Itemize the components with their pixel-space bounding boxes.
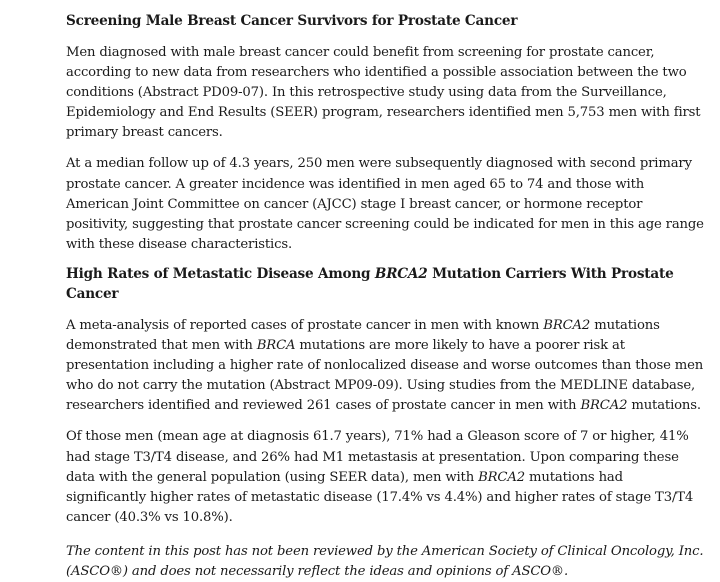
- paragraph-text: mutations are more likely to have a poorer risk at presentation including a higher rate of nonlocalized disease and worse outcomes than those men who do not carry the mutation (Abstract MP09-09). Using studies from the MEDLINE database, researchers identified and reviewed 261 cases of prostate cancer in men with: [66, 338, 704, 414]
- gene-name: BRCA2: [543, 317, 591, 333]
- section-heading-screening: Screening Male Breast Cancer Survivors for Prostate Cancer: [66, 13, 518, 29]
- paragraph-text: Of those men (mean age at diagnosis 61.7 years), 71% had a Gleason score of 7 or higher, 41% had stage T3/T4 disease, and 26% had M1 metastasis at presentation. Upon comparing these data with the general population (using SEER data), men with: [66, 429, 689, 485]
- paragraph-brca2-results: [66, 427, 706, 527]
- paragraph-brca2-meta-analysis: [66, 316, 706, 416]
- paragraph-text: A meta-analysis of reported cases of prostate cancer in men with known: [66, 317, 544, 333]
- heading-text: Mutation Carriers With Prostate Cancer: [66, 265, 674, 302]
- gene-name: BRCA2: [478, 469, 525, 485]
- gene-name: BRCA2: [580, 398, 628, 414]
- paragraph-text: mutations.: [627, 398, 701, 414]
- gene-name: BRCA: [256, 338, 296, 354]
- paragraph-text: mutations demonstrated that men with: [66, 317, 660, 354]
- heading-text: High Rates of Metastatic Disease Among: [66, 265, 375, 282]
- paragraph-screening-intro: Men diagnosed with male breast cancer could benefit from screening for prostate cancer, according to new data from researchers who identified a possible association between the two conditions (Abstract PD09-07). In this retrospective study using data from the Surveillance, Epidemiology and End Results (SEER) program, researchers identified men 5,753 men with first primary breast cancers.: [66, 45, 701, 141]
- paragraph-screening-results: At a median follow up of 4.3 years, 250 men were subsequently diagnosed with second primary prostate cancer. A greater incidence was identified in men aged 65 to 74 and those with American Joint Committee on cancer (AJCC) stage I breast cancer, or hormone receptor positivity, suggesting that prostate cancer screening could be indicated for men in this age range with these disease characteristics.: [66, 156, 704, 252]
- paragraph-text: mutations had significantly higher rates of metastatic disease (17.4% vs 4.4%) and higher rates of stage T3/T4 cancer (40.3% vs 10.8%).: [66, 469, 694, 525]
- disclaimer-text: The content in this post has not been reviewed by the American Society of Clinical Oncology, Inc. (ASCO®) and does not necessarily reflect the ideas and opinions of ASCO®.: [66, 543, 704, 579]
- gene-name: BRCA2: [374, 265, 428, 282]
- section-heading-brca2: [66, 264, 706, 304]
